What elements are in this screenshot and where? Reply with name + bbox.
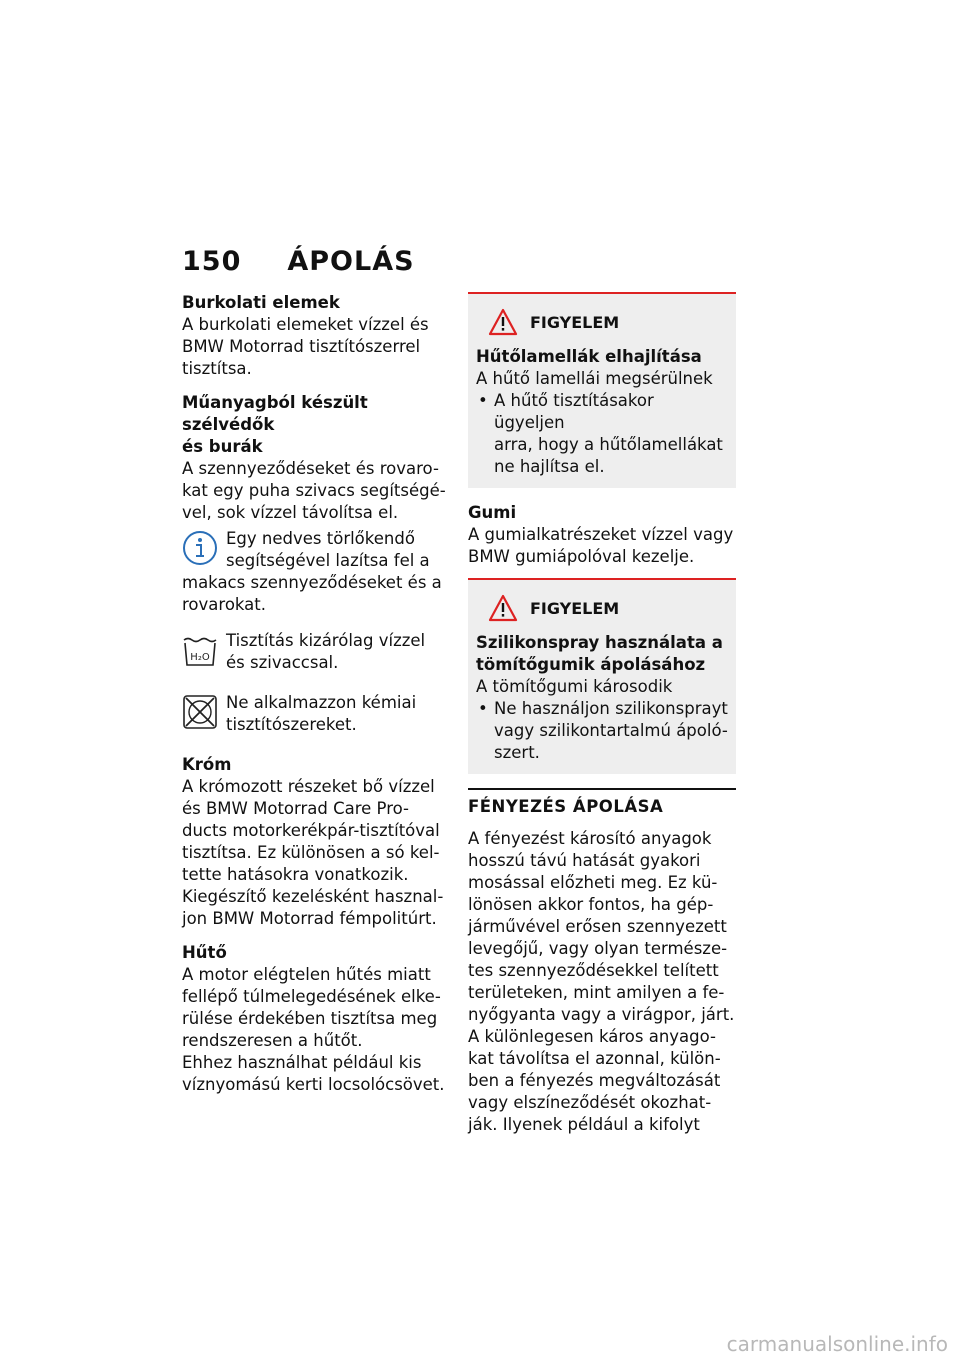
section-title-paint: FÉNYEZÉS ÁPOLÁSA: [468, 797, 664, 816]
water-wash-icon: [182, 632, 218, 668]
warning-triangle-icon: [488, 594, 518, 622]
text-line: tette hatásokra vonatkozik.: [182, 865, 409, 884]
left-column: [182, 292, 450, 1096]
section-title-radiator: Hűtő: [182, 943, 227, 962]
text-line: rendszeresen a hűtőt.: [182, 1031, 363, 1050]
text-line: Kiegészítő kezelésként hasznal-: [182, 887, 444, 906]
text-line: makacs szennyeződéseket és a: [182, 573, 442, 592]
text-line: A gumialkatrészeket vízzel vagy: [468, 525, 734, 544]
chapter-title: ÁPOLÁS: [287, 246, 415, 277]
text-line: és szivaccsal.: [226, 653, 339, 672]
info-icon: [182, 530, 218, 566]
text-line: arra, hogy a hűtőlamellákat: [494, 435, 723, 454]
text-line: BMW gumiápolóval kezelje.: [468, 547, 695, 566]
section-title-windshield-cont: és burák: [182, 437, 263, 456]
text-line: és BMW Motorrad Care Pro-: [182, 799, 409, 818]
text-line: A motor elégtelen hűtés miatt: [182, 965, 431, 984]
text-line: ják. Ilyenek például a kifolyt: [468, 1115, 700, 1134]
watermark: carmanualsonline.info: [726, 1332, 948, 1356]
water-only-block: [182, 630, 450, 676]
text-line: Tisztítás kizárólag vízzel: [226, 631, 426, 650]
warning-title: Hűtőlamellák elhajlítása: [476, 347, 702, 366]
text-line: lönösen akkor fontos, ha gép-: [468, 895, 714, 914]
warning-label: FIGYELEM: [530, 312, 620, 332]
text-line: Egy nedves törlőkendő: [226, 529, 415, 548]
section-title-chrome: Króm: [182, 755, 232, 774]
text-line: A burkolati elemeket vízzel és: [182, 315, 429, 334]
text-line: mosással előzheti meg. Ez kü-: [468, 873, 718, 892]
text-line: vel, sok vízzel távolítsa el.: [182, 503, 399, 522]
warning-title-cont: tömítőgumik ápolásához: [476, 655, 706, 674]
text-line: A hűtő lamellái megsérülnek: [476, 369, 713, 388]
warning-title: Szilikonspray használata a: [476, 633, 723, 652]
bullet-item: • A hűtő tisztításakor ügyeljen: [476, 390, 728, 434]
text-line: kat távolítsa el azonnal, külön-: [468, 1049, 721, 1068]
text-line: hosszú távú hatását gyakori: [468, 851, 701, 870]
no-chemical-block: [182, 692, 450, 738]
text-line: vagy elszíneződését okozhat-: [468, 1093, 712, 1112]
text-line: BMW Motorrad tisztítószerrel: [182, 337, 421, 356]
warning-triangle-icon: [488, 308, 518, 336]
page-header: [182, 246, 415, 277]
section-title-windshield: Műanyagból készült szélvédők: [182, 393, 368, 434]
text-line: segítségével lazítsa fel a: [226, 551, 430, 570]
bullet-item: • Ne használjon szilikonsprayt: [476, 698, 728, 720]
warning-box-radiator: [468, 292, 736, 488]
text-line: Ne alkalmazzon kémiai: [226, 693, 417, 712]
text-line: ben a fényezés megváltozását: [468, 1071, 721, 1090]
text-line: A különlegesen káros anyago-: [468, 1027, 716, 1046]
text-line: A tömítőgumi károsodik: [476, 677, 673, 696]
page-number: 150: [182, 246, 242, 277]
tip-block: [182, 528, 450, 572]
text-line: tisztítsa. Ez különösen a só kel-: [182, 843, 440, 862]
text-line: kat egy puha szivacs segítségé-: [182, 481, 446, 500]
right-column: [468, 292, 736, 1136]
text-line: A krómozott részeket bő vízzel: [182, 777, 435, 796]
text-line: ne hajlítsa el.: [494, 457, 605, 476]
section-title-rubber: Gumi: [468, 503, 517, 522]
warning-label: FIGYELEM: [530, 598, 620, 618]
text-line: jon BMW Motorrad fémpolitúrt.: [182, 909, 437, 928]
section-divider: [468, 788, 736, 818]
text-line: szert.: [494, 743, 540, 762]
text-line: A fényezést károsító anyagok: [468, 829, 712, 848]
text-line: rovarokat.: [182, 595, 266, 614]
text-line: fellépő túlmelegedésének elke-: [182, 987, 441, 1006]
text-line: járművével erősen szennyezett: [468, 917, 727, 936]
no-chemical-icon: [182, 694, 218, 730]
text-line: tisztítsa.: [182, 359, 252, 378]
section-title-trim: Burkolati elemek: [182, 293, 340, 312]
text-line: levegőjű, vagy olyan természe-: [468, 939, 728, 958]
text-line: A szennyeződéseket és rovaro-: [182, 459, 439, 478]
text-line: rülése érdekében tisztítsa meg: [182, 1009, 438, 1028]
text-line: nyőgyanta vagy a virágpor, járt.: [468, 1005, 735, 1024]
text-line: tes szennyeződésekkel telített: [468, 961, 719, 980]
text-line: területeken, mint amilyen a fe-: [468, 983, 725, 1002]
water-label: H₂O: [190, 652, 210, 663]
text-line: vagy szilikontartalmú ápoló-: [494, 721, 728, 740]
text-line: ducts motorkerékpár-tisztítóval: [182, 821, 440, 840]
text-line: tisztítószereket.: [226, 715, 357, 734]
text-line: Ehhez használhat például kis: [182, 1053, 422, 1072]
text-line: víznyomású kerti locsolócsövet.: [182, 1075, 445, 1094]
warning-box-silicone: [468, 578, 736, 774]
